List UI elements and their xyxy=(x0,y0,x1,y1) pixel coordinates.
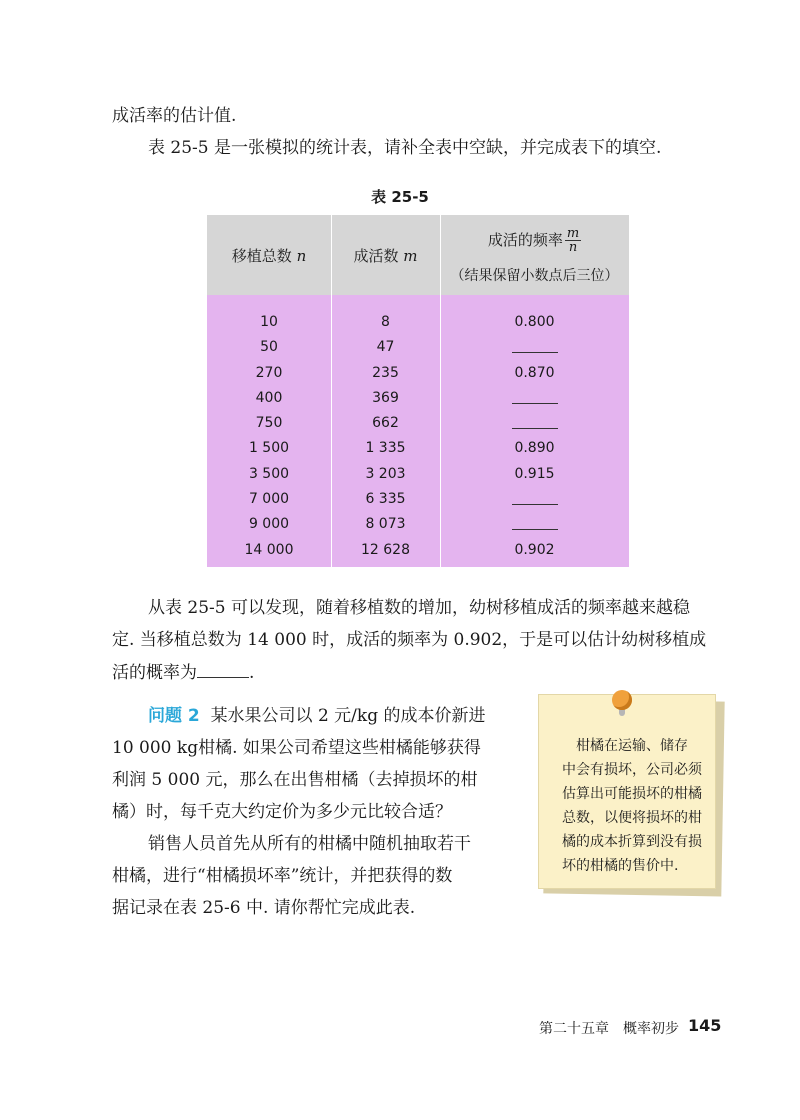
cell-total: 7 000 xyxy=(248,491,290,508)
page-number: 145 xyxy=(688,1016,722,1035)
problem2-line-3: 利润 5 000 元，那么在出售柑橘（去掉损坏的柑 xyxy=(112,770,478,790)
header-frequency-note: （结果保留小数点后三位） xyxy=(450,268,619,284)
pin-icon xyxy=(612,690,632,710)
cell-total: 3 500 xyxy=(248,465,290,482)
cell-total: 10 xyxy=(260,314,278,330)
problem2-line-4: 橘）时，每千克大约定价为多少元比较合适？ xyxy=(112,802,452,822)
cell-total: 9 000 xyxy=(248,516,290,533)
data-table xyxy=(207,215,629,567)
fraction-m-over-n: $\frac{m}{n}$ xyxy=(566,226,580,255)
table-caption: 表 25-5 xyxy=(371,188,429,206)
cell-frequency: 0.890 xyxy=(514,440,555,457)
header-survived: 成活数 m xyxy=(353,247,418,265)
header-frequency: 成活的频率 $\frac{m}{n}$ xyxy=(487,226,580,255)
problem-label: 问题 2 xyxy=(148,706,200,726)
cell-frequency: 0.870 xyxy=(514,364,555,381)
note-line-4: 总数，以便将损坏的柑 xyxy=(562,810,702,826)
note-line-6: 坏的柑橘的售价中. xyxy=(562,858,679,874)
fill-in-blank[interactable] xyxy=(512,487,558,505)
cell-survived: 8 xyxy=(381,314,390,330)
note-line-1: 柑橘在运输、储存 xyxy=(576,738,688,754)
cell-survived: 1 335 xyxy=(365,440,406,457)
cell-frequency[interactable] xyxy=(440,487,629,512)
column-total xyxy=(207,310,331,563)
conclusion-line-1: 从表 25-5 可以发现，随着移植数的增加，幼树移植成活的频率越来越稳 xyxy=(148,598,690,618)
cell-total: 750 xyxy=(255,415,283,432)
fill-in-blank[interactable] xyxy=(512,512,558,530)
cell-total: 50 xyxy=(260,339,278,356)
cell-frequency[interactable] xyxy=(440,386,629,411)
column-frequency xyxy=(440,310,629,563)
footer-chapter: 第二十五章 概率初步 xyxy=(539,1021,679,1037)
cell-survived: 3 203 xyxy=(365,465,406,482)
cell-survived: 6 335 xyxy=(365,491,406,508)
cell-total: 1 500 xyxy=(248,440,290,457)
cell-survived: 8 073 xyxy=(365,516,406,533)
cell-frequency[interactable] xyxy=(440,335,629,360)
cell-total: 14 000 xyxy=(244,541,294,558)
fill-in-blank[interactable] xyxy=(512,411,558,429)
cell-frequency: 0.902 xyxy=(514,541,555,558)
intro-line-1: 成活率的估计值. xyxy=(112,106,237,126)
cell-survived: 12 628 xyxy=(361,541,410,558)
fill-in-blank[interactable] xyxy=(512,386,558,404)
conclusion-line-3: 活的概率为 . xyxy=(112,660,254,685)
answer-blank[interactable] xyxy=(197,660,249,678)
column-survived xyxy=(331,310,440,563)
note-line-2: 中会有损坏，公司必须 xyxy=(562,762,702,778)
cell-total: 400 xyxy=(255,389,283,406)
note-line-5: 橘的成本折算到没有损 xyxy=(562,834,702,850)
conclusion-line-2: 定. 当移植总数为 14 000 时，成活的频率为 0.902，于是可以估计幼树移植成 xyxy=(112,630,707,650)
problem2-line-6: 柑橘，进行“柑橘损坏率”统计，并把获得的数 xyxy=(112,866,453,886)
cell-survived: 662 xyxy=(372,415,399,432)
note-line-3: 估算出可能损坏的柑橘 xyxy=(562,786,702,802)
problem2-line-7: 据记录在表 25-6 中. 请你帮忙完成此表. xyxy=(112,898,416,918)
fill-in-blank[interactable] xyxy=(512,335,558,353)
problem2-line-5: 销售人员首先从所有的柑橘中随机抽取若干 xyxy=(148,834,471,854)
cell-survived: 369 xyxy=(372,389,399,406)
header-total: 移植总数 n xyxy=(231,247,307,265)
problem2-line-2: 10 000 kg柑橘. 如果公司希望这些柑橘能够获得 xyxy=(112,738,481,758)
problem2-line-1: 问题 2 某水果公司以 2 元/kg 的成本价新进 xyxy=(148,706,486,726)
cell-frequency[interactable] xyxy=(440,512,629,537)
cell-frequency: 0.915 xyxy=(514,465,555,482)
cell-total: 270 xyxy=(255,364,283,381)
cell-frequency[interactable] xyxy=(440,411,629,436)
cell-frequency: 0.800 xyxy=(514,314,555,330)
cell-survived: 235 xyxy=(372,364,399,381)
intro-line-2: 表 25-5 是一张模拟的统计表，请补全表中空缺，并完成表下的填空. xyxy=(148,138,662,158)
cell-survived: 47 xyxy=(376,339,395,356)
